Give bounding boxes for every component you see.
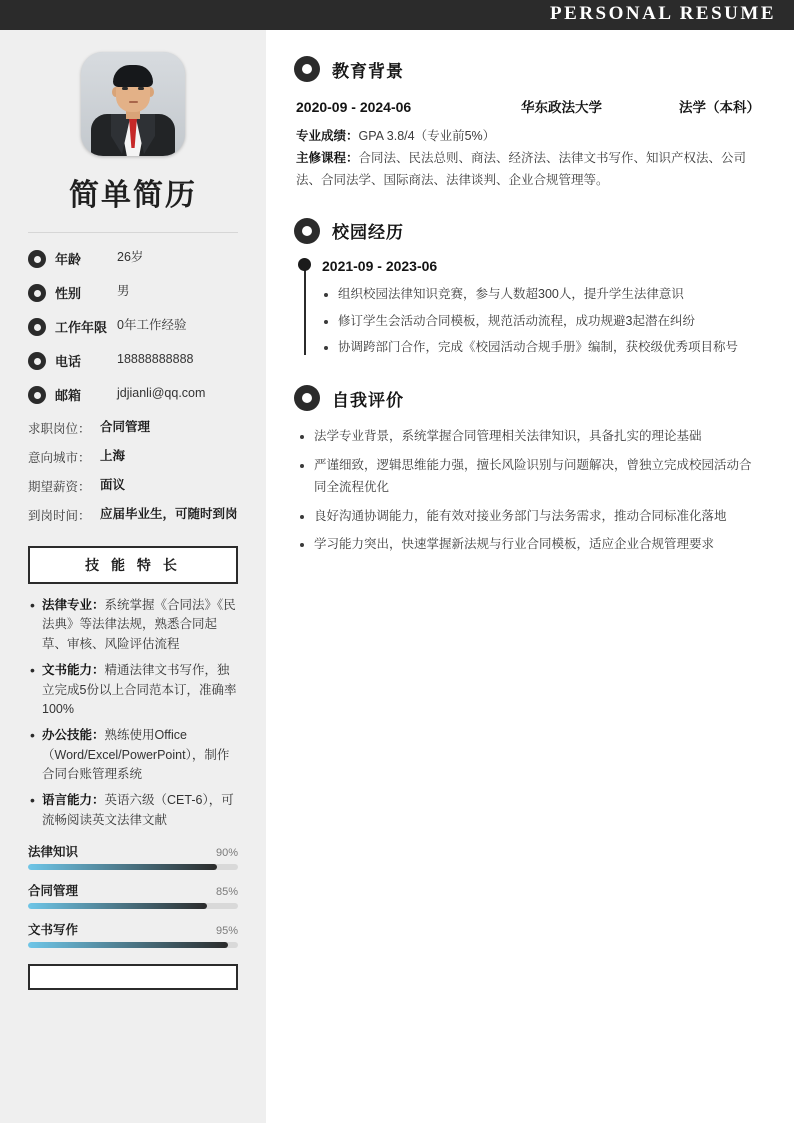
info-value: 男 (117, 284, 130, 298)
education-row (296, 96, 760, 116)
job-row-start-date (28, 506, 238, 524)
circle-icon (294, 218, 320, 244)
info-value: 0年工作经验 (117, 318, 187, 332)
list-item: • 修订学生会活动合同模板，规范活动流程，成功规避3起潜在纠纷 (338, 311, 760, 333)
job-value: 合同管理 (100, 420, 151, 434)
job-label: 意向城市： (28, 451, 91, 465)
skill-bar-percent: 95% (215, 925, 238, 938)
education-courses (296, 148, 760, 192)
progress-track (28, 903, 238, 909)
skill-name: 办公技能： (42, 728, 105, 743)
education-gpa-label: 专业成绩： (296, 129, 359, 143)
info-value: 18888888888 (117, 352, 194, 366)
timeline (300, 258, 760, 360)
education-major: 法学（本科） (679, 100, 760, 115)
list-item: • 协调跨部门合作，完成《校园活动合规手册》编制，获校级优秀项目称号 (338, 337, 760, 359)
main-content (266, 30, 794, 1123)
bullet-icon: • (30, 792, 35, 809)
info-row-age (28, 249, 238, 268)
bullet-icon: • (30, 597, 35, 613)
section-title: 自我评价 (332, 390, 404, 410)
header-bar (0, 0, 794, 30)
progress-track (28, 942, 238, 948)
skill-bar-row (28, 881, 238, 909)
circle-icon (294, 56, 320, 82)
job-value: 应届毕业生，可随时到岗 (100, 507, 238, 521)
progress-fill (28, 903, 207, 909)
education-gpa (296, 126, 760, 148)
avatar-hair (113, 65, 153, 87)
info-label: 邮箱 (55, 388, 82, 403)
list-item (30, 791, 238, 830)
skill-text (42, 791, 238, 830)
list-item (30, 661, 238, 719)
skill-name: 语言能力： (42, 793, 105, 808)
skill-bar-row (28, 842, 238, 870)
education-gpa-value: GPA 3.8/4（专业前5%） (358, 129, 496, 143)
list-item: • 良好沟通协调能力，能有效对接业务部门与法务需求，推动合同标准化落地 (314, 505, 760, 528)
section-education (294, 56, 760, 192)
skill-bar-label: 合同管理 (28, 884, 79, 899)
skill-text (42, 596, 238, 654)
skill-bar-percent: 85% (215, 886, 238, 899)
contact-info-list (28, 249, 238, 404)
timeline-item-list (322, 284, 760, 360)
dot-icon (28, 386, 46, 404)
education-date: 2020-09 - 2024-06 (296, 99, 412, 115)
job-intent-list (28, 419, 238, 524)
info-row-phone (28, 351, 238, 370)
avatar-mouth (129, 101, 138, 103)
education-courses-label: 主修课程： (296, 150, 359, 165)
job-label: 求职岗位： (28, 422, 91, 436)
education-school: 华东政法大学 (521, 100, 602, 115)
skill-name: 法律专业： (42, 598, 105, 612)
evaluation-list (294, 425, 760, 556)
list-item: • 法学专业背景，系统掌握合同管理相关法律知识，具备扎实的理论基础 (314, 425, 760, 448)
dot-icon (28, 250, 46, 268)
section-header (294, 218, 760, 244)
skill-bar-label: 文书写作 (28, 923, 79, 938)
skill-bar-row (28, 920, 238, 948)
info-value: 26岁 (117, 250, 144, 264)
section-campus (294, 218, 760, 360)
page-title: PERSONAL RESUME (550, 3, 776, 24)
job-row-salary (28, 477, 238, 495)
skill-name: 文书能力： (42, 663, 105, 678)
skill-desc: 熟练使用Office（Word/Excel/PowerPoint），制作合同台账管理系统 (42, 728, 230, 781)
dot-icon (28, 318, 46, 336)
list-item (30, 726, 238, 784)
avatar-eye-left (122, 87, 128, 90)
divider-top (28, 232, 238, 233)
section-evaluation (294, 385, 760, 556)
skill-bar-percent: 90% (215, 847, 238, 860)
job-value: 面议 (100, 478, 126, 492)
progress-track (28, 864, 238, 870)
progress-fill (28, 864, 217, 870)
skill-text (42, 661, 238, 719)
section-title: 校园经历 (332, 223, 404, 243)
skill-text (42, 726, 238, 784)
progress-fill (28, 942, 228, 948)
list-item (30, 596, 238, 654)
list-item: • 组织校园法律知识竞赛，参与人数超300人，提升学生法律意识 (338, 284, 760, 306)
bullet-icon: • (30, 727, 35, 744)
section-header (294, 56, 760, 82)
skill-bars (28, 842, 238, 948)
skills-section-title: 技 能 特 长 (28, 546, 238, 584)
timeline-dot-icon (298, 258, 311, 271)
skill-bar-label: 法律知识 (28, 845, 79, 860)
job-row-position (28, 419, 238, 437)
circle-icon (294, 385, 320, 411)
skills-list (28, 596, 238, 830)
section-title: 教育背景 (332, 61, 404, 81)
info-label: 电话 (55, 354, 82, 369)
bullet-icon: • (30, 662, 35, 679)
info-label: 工作年限 (55, 320, 108, 335)
dot-icon (28, 352, 46, 370)
info-row-email (28, 385, 238, 404)
info-label: 年龄 (55, 252, 82, 267)
education-courses-value: 合同法、民法总则、商法、经济法、法律文书写作、知识产权法、公司法、合同法学、国际商法、法律谈判、企业合规管理等。 (296, 150, 747, 187)
next-section-box (28, 964, 238, 990)
job-label: 到岗时间： (28, 509, 91, 523)
info-row-gender (28, 283, 238, 302)
candidate-name: 简单简历 (69, 179, 197, 212)
list-item: • 严谨细致，逻辑思维能力强，擅长风险识别与问题解决，曾独立完成校园活动合同全流程优化 (314, 454, 760, 499)
sidebar (0, 30, 266, 1123)
avatar-eye-right (138, 87, 144, 90)
list-item: • 学习能力突出，快速掌握新法规与行业合同模板，适应企业合规管理要求 (314, 533, 760, 556)
info-row-experience (28, 317, 238, 336)
avatar (81, 52, 185, 156)
skill-desc: 英语六级（CET-6），可流畅阅读英文法律文献 (42, 793, 234, 827)
dot-icon (28, 284, 46, 302)
info-value: jdjianli@qq.com (117, 386, 206, 400)
skill-desc: 系统掌握《合同法》《民法典》等法律法规，熟悉合同起草、审核、风险评估流程 (42, 598, 236, 651)
job-row-city (28, 448, 238, 466)
skill-desc: 精通法律文书写作，独立完成5份以上合同范本订，准确率100% (42, 663, 237, 716)
info-label: 性别 (55, 286, 82, 301)
section-header (294, 385, 760, 411)
job-value: 上海 (100, 449, 126, 463)
timeline-date: 2021-09 - 2023-06 (322, 257, 438, 274)
job-label: 期望薪资： (28, 480, 91, 494)
